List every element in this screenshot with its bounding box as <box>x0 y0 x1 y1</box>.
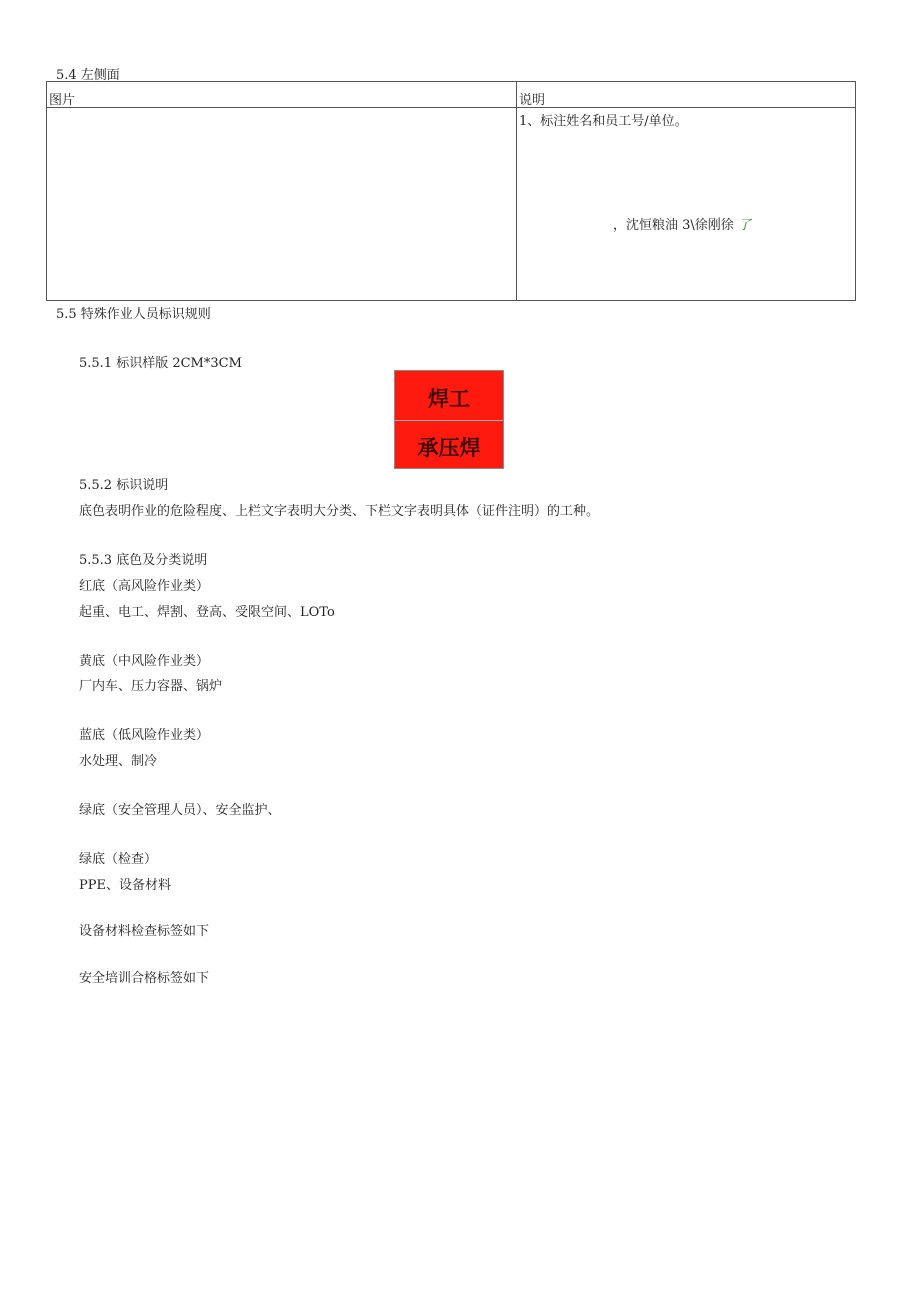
yellow-category-title: 黄底（中风险作业类） <box>79 654 210 669</box>
section-5-5-3-heading: 5.5.3 底色及分类说明 <box>79 553 208 568</box>
badge-bottom-label: 承压焊 <box>417 436 481 460</box>
blue-category-items: 水处理、制冷 <box>79 754 158 769</box>
table-header-picture: 图片 <box>49 93 76 108</box>
left-side-table <box>46 81 856 301</box>
section-5-5-2-heading: 5.5.2 标识说明 <box>79 478 169 493</box>
table-header-divider <box>47 107 855 108</box>
badge-top-label: 焊工 <box>428 387 470 411</box>
table-desc-sample <box>613 214 751 233</box>
section-5-5-heading: 5.5 特殊作业人员标识规则 <box>56 307 211 322</box>
section-5-5-2-body: 底色表明作业的危险程度、上栏文字表明大分类、下栏文字表明具体（证件注明）的工种。 <box>79 504 600 519</box>
table-desc-sample-text: ，沈恒粮油 3\徐刚徐 <box>613 218 734 233</box>
red-category-title: 红底（高风险作业类） <box>79 579 210 594</box>
yellow-category-items: 厂内车、压力容器、锅炉 <box>79 679 223 694</box>
table-column-divider <box>516 82 517 300</box>
green-inspection-items: PPE、设备材料 <box>79 878 171 893</box>
blue-category-title: 蓝底（低风险作业类） <box>79 728 210 743</box>
training-label-note: 安全培训合格标签如下 <box>79 971 210 986</box>
badge-divider <box>395 420 503 421</box>
red-category-items: 起重、电工、焊割、登高、受限空间、LOTo <box>79 605 335 620</box>
section-5-5-1-heading: 5.5.1 标识样版 2CM*3CM <box>79 356 242 371</box>
green-inspection-title: 绿底（检查） <box>79 852 158 867</box>
table-header-description: 说明 <box>519 93 546 108</box>
section-5-4-heading: 5.4 左侧面 <box>56 68 120 83</box>
table-desc-sample-mark: 了 <box>737 218 751 233</box>
table-desc-line1: 1、标注姓名和员工号/单位。 <box>519 114 688 129</box>
green-management-title: 绿底（安全管理人员）、安全监护、 <box>79 803 281 818</box>
welder-id-badge <box>394 370 504 469</box>
equipment-label-note: 设备材料检查标签如下 <box>79 924 210 939</box>
